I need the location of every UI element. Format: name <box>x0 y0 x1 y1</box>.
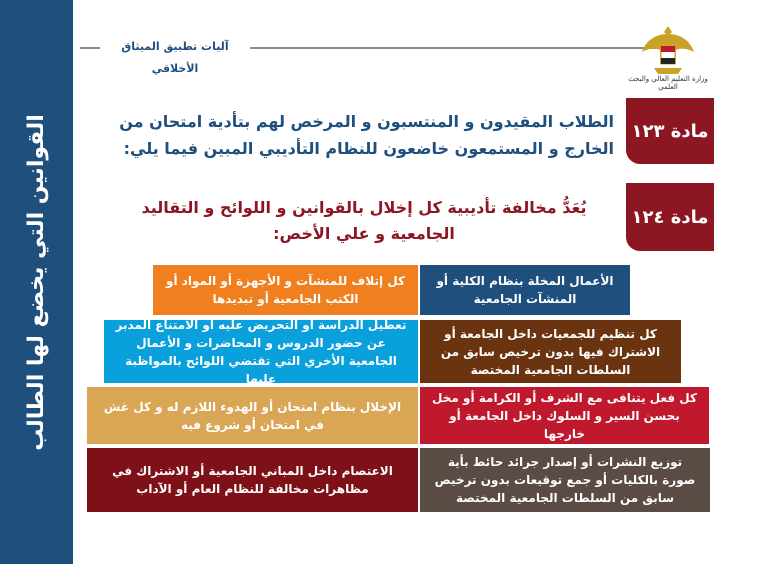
article-124-tab-label: مادة ١٢٤ <box>631 206 709 228</box>
eagle-emblem-icon <box>638 20 698 82</box>
violation-box-exam <box>87 387 418 444</box>
violation-text: توزيع النشرات أو إصدار جرائد حائط بأية صورة بالكليات أو جمع توقيعات بدون ترخيص سابق من السلطات الجامعية المختصة <box>434 455 696 505</box>
violation-text: كل إتلاف للمنشآت و الأجهزة أو المواد أو الكتب الجامعية أو تبديدها <box>166 274 405 306</box>
article-123-tab-label: مادة ١٢٣ <box>631 120 709 142</box>
article-123-tab <box>626 98 714 164</box>
header-label: آليات تطبيق الميثاق الأخلاقي <box>100 36 250 58</box>
violation-text: كل فعل يتنافى مع الشرف أو الكرامة أو مخل بحسن السير و السلوك داخل الجامعة أو خارجها <box>432 390 697 441</box>
ministry-caption: وزارة التعليم العالي والبحث العلمي <box>628 75 708 91</box>
violation-box-college-order <box>420 265 630 315</box>
violation-box-honor <box>420 387 709 444</box>
violation-box-disrupting-study <box>104 317 418 386</box>
side-title-text: القوانين التي يخضع لها الطالب <box>24 113 50 451</box>
article-124-tab <box>626 183 714 251</box>
violation-text: الإخلال بنظام امتحان أو الهدوء اللازم له و كل غش في امتحان أو شروع فيه <box>103 399 402 432</box>
violation-text: تعطيل الدراسة أو التحريض عليه أو الامتناع المدبر عن حضور الدروس و المحاضرات و الأعمال الجامعية الأخري التي تقتضي اللوائح بالمواظبة عليها <box>115 317 407 386</box>
violation-box-publications <box>420 448 710 512</box>
violation-box-associations <box>420 320 681 383</box>
violation-text: كل تنظيم للجمعيات داخل الجامعة أو الاشتراك فيها بدون ترخيص سابق من السلطات الجامعية المختصة <box>440 326 661 377</box>
article-123-text: الطلاب المقيدون و المنتسبون و المرخص لهم بتأدية امتحان من الخارج و المستمعون خاضعون للنظام التأديبي المبين فيما يلي: <box>119 112 614 158</box>
side-band <box>0 0 73 564</box>
violation-box-damage <box>153 265 418 315</box>
article-124-text: يُعَدُّ مخالفة تأديبية كل إخلال بالقوانين و اللوائح و التقاليد الجامعية و علي الأخص: <box>141 198 587 243</box>
violation-box-sit-in <box>87 448 418 512</box>
side-title <box>0 0 73 564</box>
violation-text: الاعتصام داخل المباني الجامعية أو الاشتراك في مظاهرات مخالفة للنظام العام أو الآداب <box>112 464 393 496</box>
violation-text: الأعمال المخلة بنظام الكلية أو المنشآت الجامعية <box>436 274 614 306</box>
